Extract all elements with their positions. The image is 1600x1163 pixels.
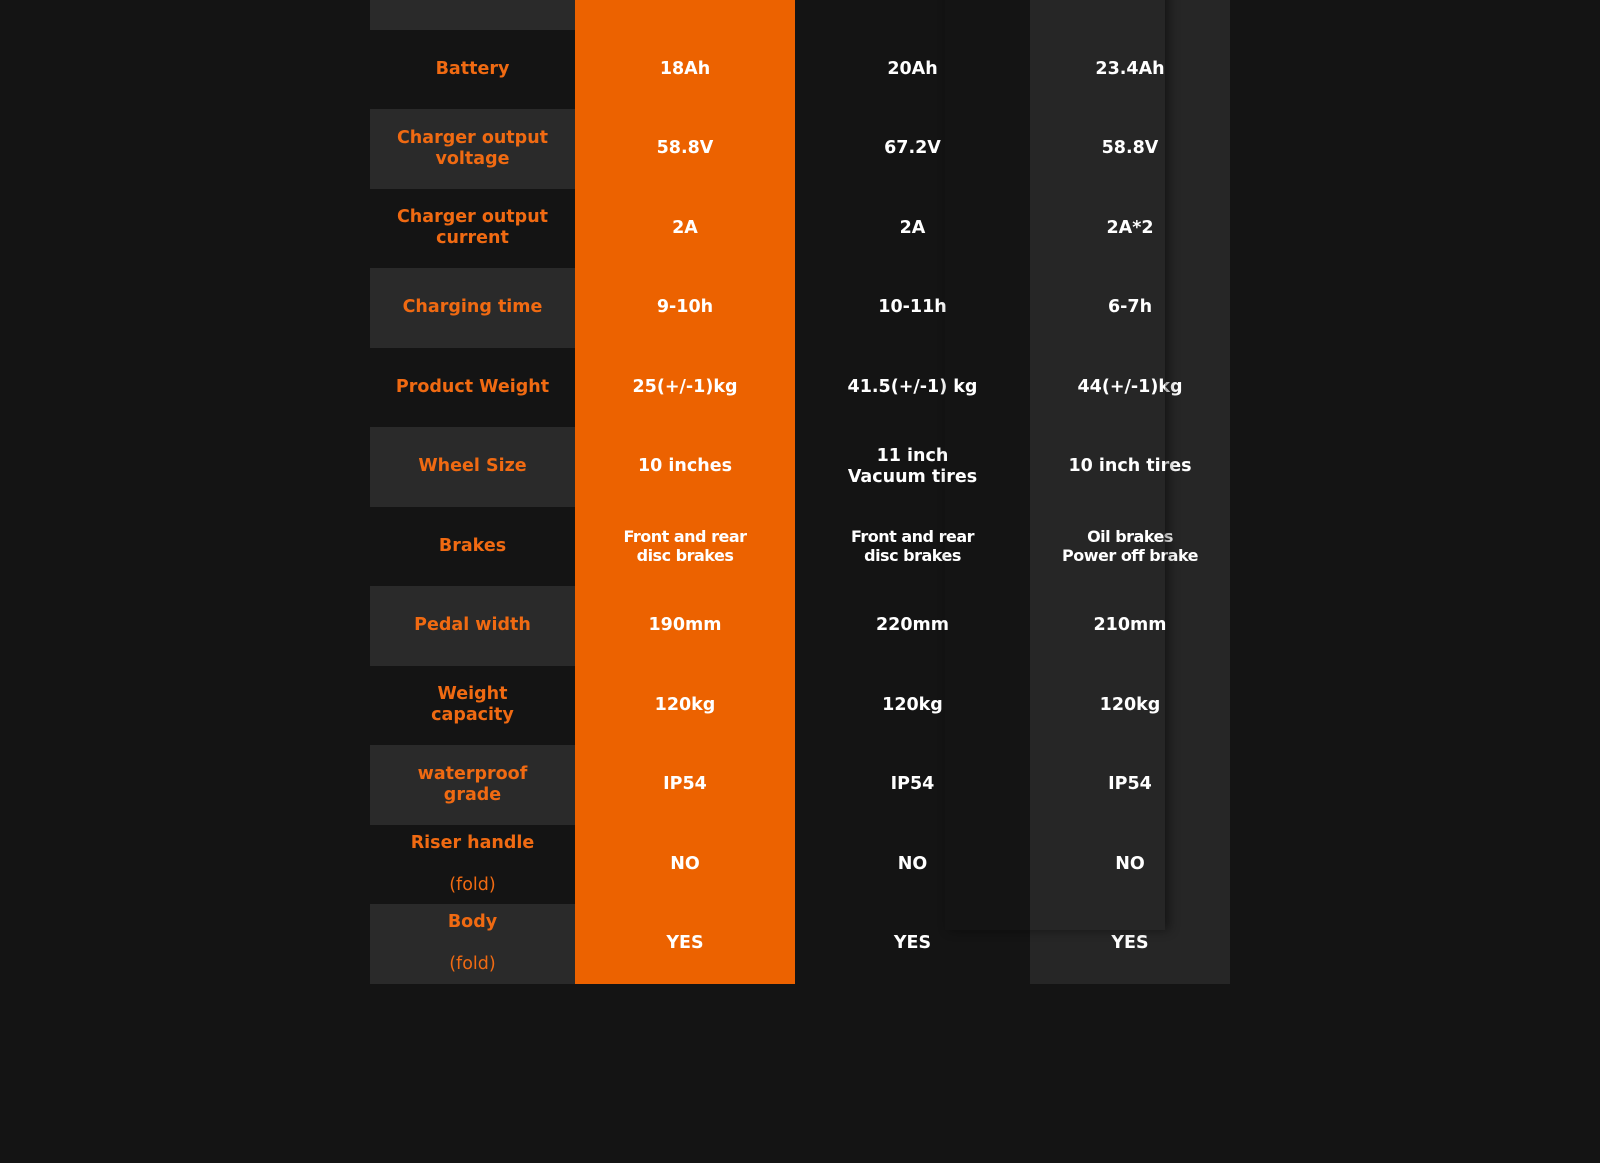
row-label: Brakes <box>438 535 507 556</box>
model-1-value: YES <box>575 904 795 984</box>
model-2-value <box>795 0 1030 30</box>
model-3-value: 44(+/-1)kg <box>1030 348 1230 428</box>
row-label-sub: (fold) <box>449 874 496 895</box>
model-3-value: 23.4Ah <box>1030 30 1230 110</box>
model-2-value: 11 inch Vacuum tires <box>795 427 1030 507</box>
model-3-value: 58.8V <box>1030 109 1230 189</box>
model-1-value: NO <box>575 825 795 905</box>
table-row <box>370 268 1230 348</box>
model-1-value: 58.8V <box>575 109 795 189</box>
model-1-value: 9-10h <box>575 268 795 348</box>
row-label: Product Weight <box>395 376 550 397</box>
model-2-value: 41.5(+/-1) kg <box>795 348 1030 428</box>
model-3-value <box>1030 0 1230 30</box>
row-label <box>370 904 575 984</box>
table-row <box>370 189 1230 269</box>
model-1-value: 25(+/-1)kg <box>575 348 795 428</box>
model-1-value: 190mm <box>575 586 795 666</box>
row-label: Weight capacity <box>431 684 514 726</box>
table-row <box>370 427 1230 507</box>
model-1-value: Front and rear disc brakes <box>575 507 795 587</box>
table-row <box>370 348 1230 428</box>
model-3-value: Oil brakes Power off brake <box>1030 507 1230 587</box>
model-3-value: 210mm <box>1030 586 1230 666</box>
model-1-value: 120kg <box>575 666 795 746</box>
model-2-value: YES <box>795 904 1030 984</box>
model-2-value: 20Ah <box>795 30 1030 110</box>
row-label-text: Body <box>447 912 498 933</box>
model-1-value <box>575 0 795 30</box>
model-2-value: 10-11h <box>795 268 1030 348</box>
model-2-value: NO <box>795 825 1030 905</box>
model-1-value: IP54 <box>575 745 795 825</box>
table-row <box>370 30 1230 110</box>
model-2-value: IP54 <box>795 745 1030 825</box>
row-label-text: Riser handle <box>410 832 535 853</box>
model-3-value: 10 inch tires <box>1030 427 1230 507</box>
row-label: Pedal width <box>370 586 575 666</box>
row-label <box>370 0 575 30</box>
model-2-value: 2A <box>795 189 1030 269</box>
spec-comparison-table <box>370 0 1230 984</box>
table-row <box>370 507 1230 587</box>
row-label: Battery <box>435 58 510 79</box>
model-3-value: YES <box>1030 904 1230 984</box>
row-label: Charger output current <box>396 207 549 249</box>
model-2-value: 220mm <box>795 586 1030 666</box>
row-label: Wheel Size <box>370 427 575 507</box>
row-label: Charger output voltage <box>370 109 575 189</box>
table-row <box>370 0 1230 30</box>
model-3-value: NO <box>1030 825 1230 905</box>
model-1-value: 10 inches <box>575 427 795 507</box>
model-2-value: Front and rear disc brakes <box>795 507 1030 587</box>
model-2-value: 120kg <box>795 666 1030 746</box>
table-row <box>370 825 1230 905</box>
row-label: waterproof grade <box>370 745 575 825</box>
table-row <box>370 904 1230 984</box>
model-3-value: 2A*2 <box>1030 189 1230 269</box>
model-3-value: 120kg <box>1030 666 1230 746</box>
row-label: Charging time <box>370 268 575 348</box>
table-row <box>370 109 1230 189</box>
table-row <box>370 586 1230 666</box>
table-row <box>370 666 1230 746</box>
model-3-value: 6-7h <box>1030 268 1230 348</box>
row-label-sub: (fold) <box>449 954 496 975</box>
model-1-value: 2A <box>575 189 795 269</box>
model-1-value: 18Ah <box>575 30 795 110</box>
model-3-value: IP54 <box>1030 745 1230 825</box>
model-2-value: 67.2V <box>795 109 1030 189</box>
